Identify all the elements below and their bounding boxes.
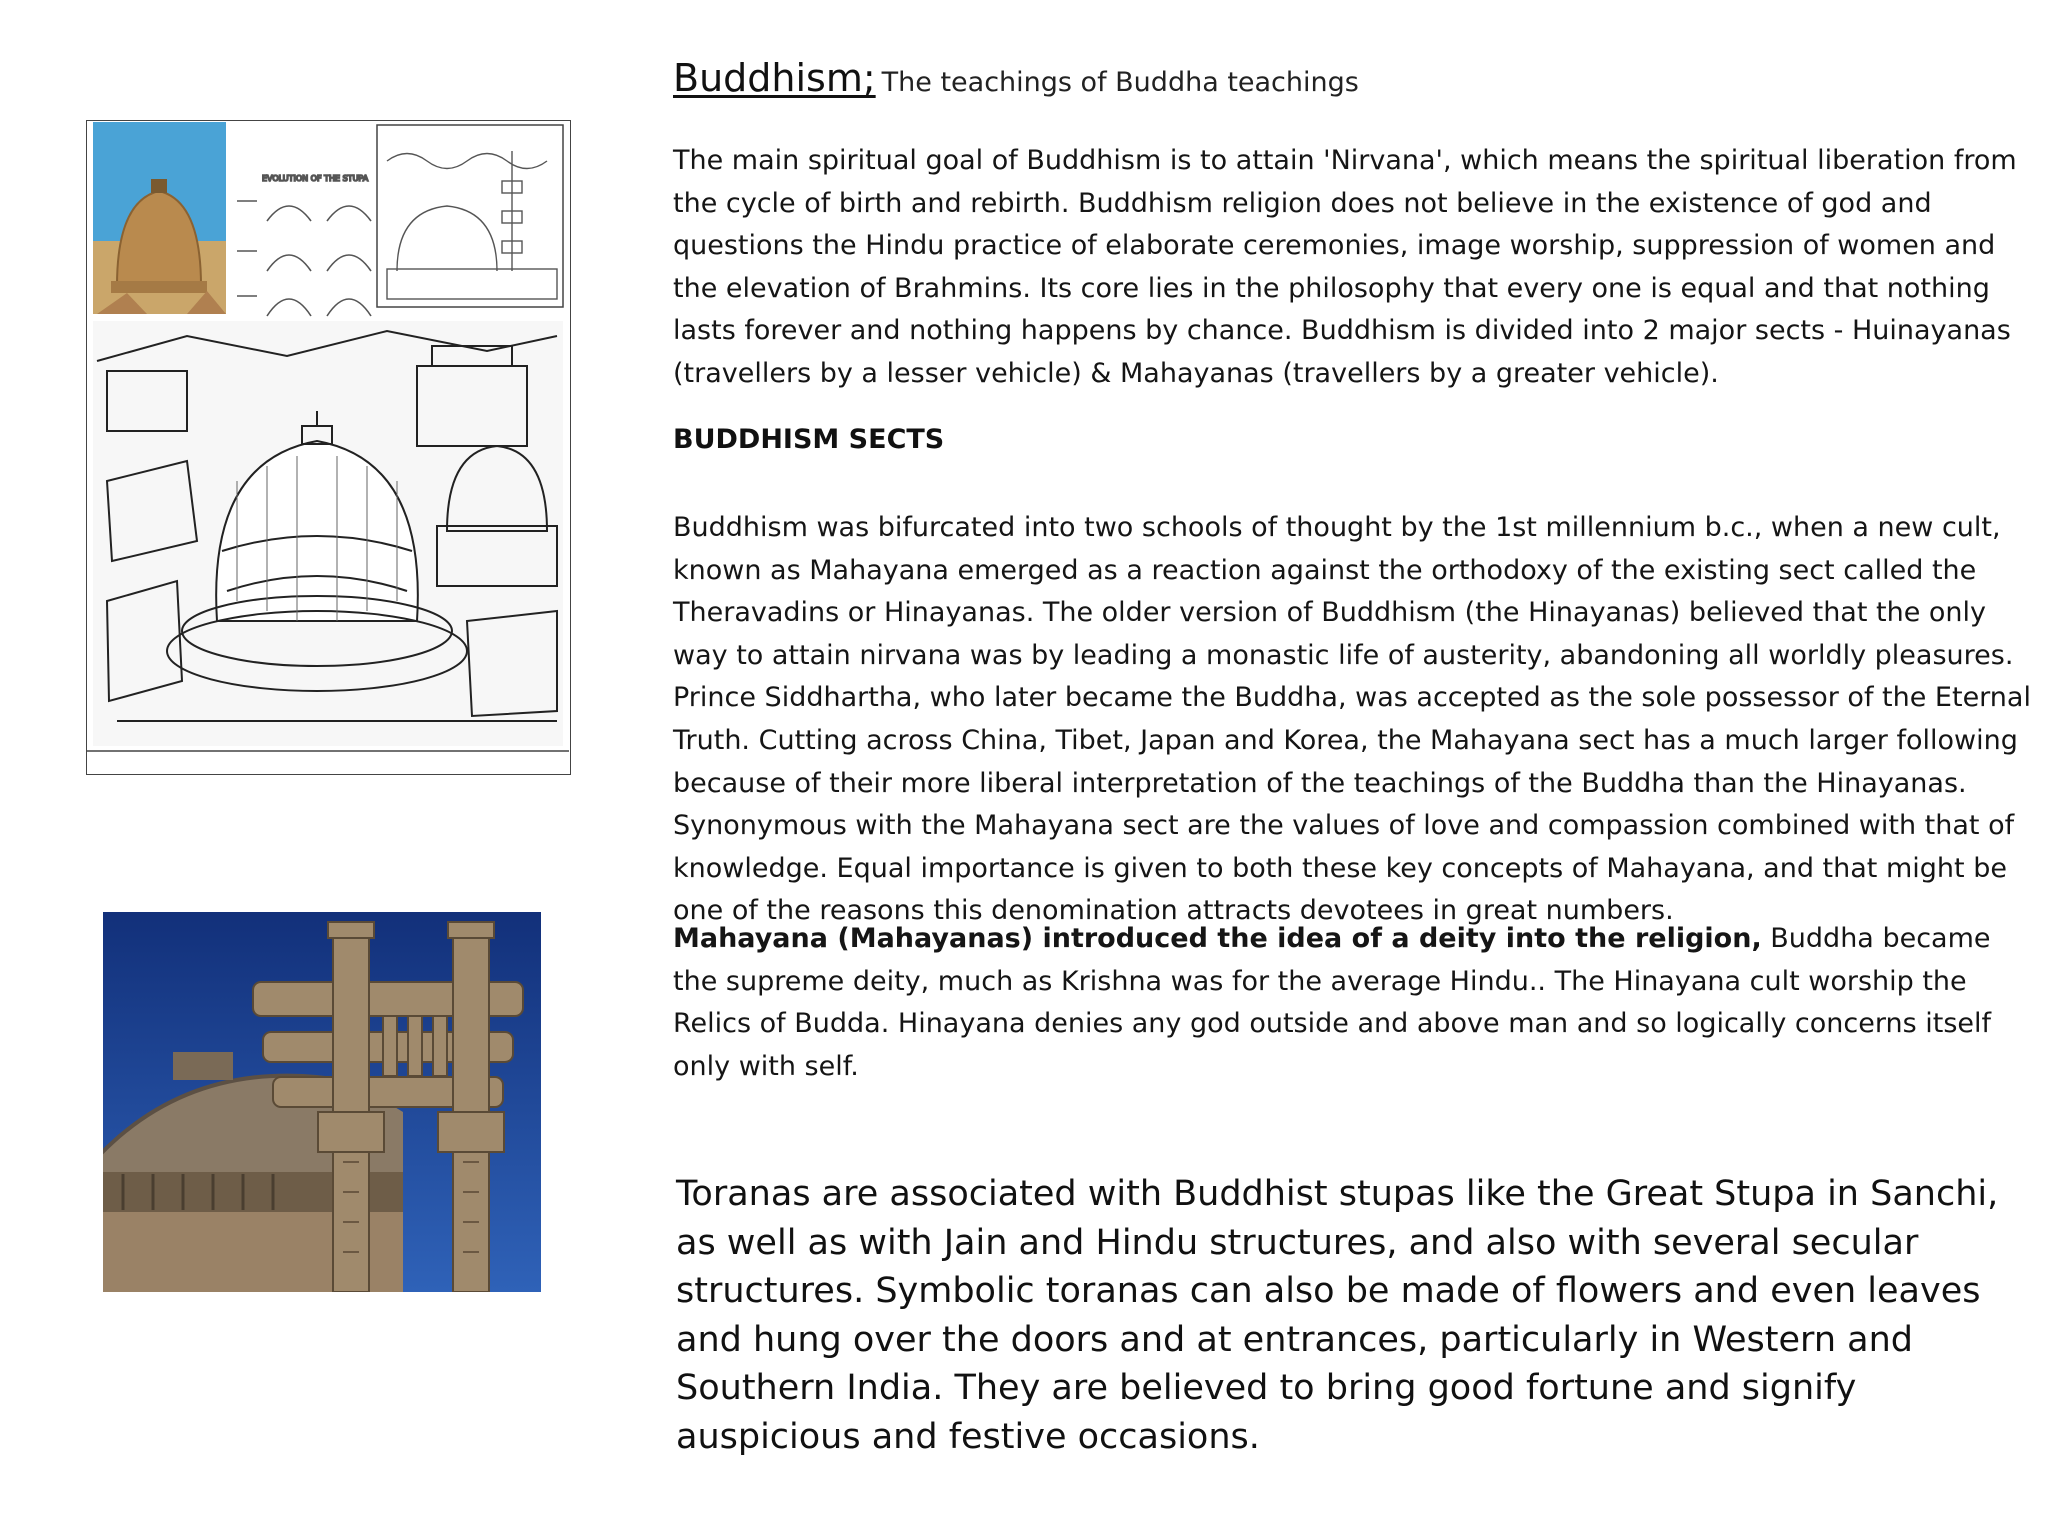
torana-photo-icon: [103, 912, 541, 1292]
page-subtitle: The teachings of Buddha teachings: [881, 67, 1359, 98]
sanchi-torana-photo: [103, 912, 541, 1292]
mahayana-lead: Mahayana (Mahayanas) introduced the idea of a deity into the religion,: [673, 923, 1762, 954]
page-title: Buddhism;: [673, 56, 876, 100]
svg-text:EVOLUTION OF THE STUPA: EVOLUTION OF THE STUPA: [262, 174, 369, 183]
stupa-sketch-illustration: [86, 120, 571, 775]
mahayana-paragraph: [673, 918, 2033, 1088]
sects-paragraph: Buddhism was bifurcated into two schools of thought by the 1st millennium b.c., when a new cult, known as Mahayana emerged as a reaction against the orthodoxy of the existing sect called the Theravadins or Hinayanas. The older version of Buddhism (the Hinayanas) believed that the only way to attain nirvana was by leading a monastic life of austerity, abandoning all worldly pleasures. Prince Siddhartha, who later became the Buddha, was accepted as the sole possessor of the Eternal Truth. Cutting across China, Tibet, Japan and Korea, the Mahayana sect has a much larger following because of their more liberal interpretation of the teachings of the Buddha than the Hinayanas. Synonymous with the Mahayana sect are the values of love and compassion combined with that of knowledge. Equal importance is given to both these key concepts of Mahayana, and that might be one of the reasons this denomination attracts devotees in great numbers.: [673, 512, 2031, 927]
toranas-paragraph: Toranas are associated with Buddhist stupas like the Great Stupa in Sanchi, as well as with Jain and Hindu structures, and also with several secular structures. Symbolic toranas can also be made of flowers and even leaves and hung over the doors and at entrances, particularly in Western and Southern India. They are believed to bring good fortune and signify auspicious and festive occasions.: [676, 1174, 1999, 1457]
title-line: [673, 56, 2033, 100]
stupa-sketch-icon: [87, 121, 569, 773]
sects-heading: BUDDHISM SECTS: [673, 424, 945, 455]
intro-paragraph: The main spiritual goal of Buddhism is to attain 'Nirvana', which means the spiritual liberation from the cycle of birth and rebirth. Buddhism religion does not believe in the existence of god and questions the Hindu practice of elaborate ceremonies, image worship, suppression of women and the elevation of Brahmins. Its core lies in the philosophy that every one is equal and that nothing lasts forever and nothing happens by chance. Buddhism is divided into 2 major sects - Huinayanas (travellers by a lesser vehicle) & Mahayanas (travellers by a greater vehicle).: [673, 145, 2017, 389]
mahayana-body: Buddha became the supreme deity, much as Krishna was for the average Hindu.. The Hinayana cult worship the Relics of Budda. Hinayana denies any god outside and above man and so logically concerns itself only with self.: [673, 923, 1992, 1082]
